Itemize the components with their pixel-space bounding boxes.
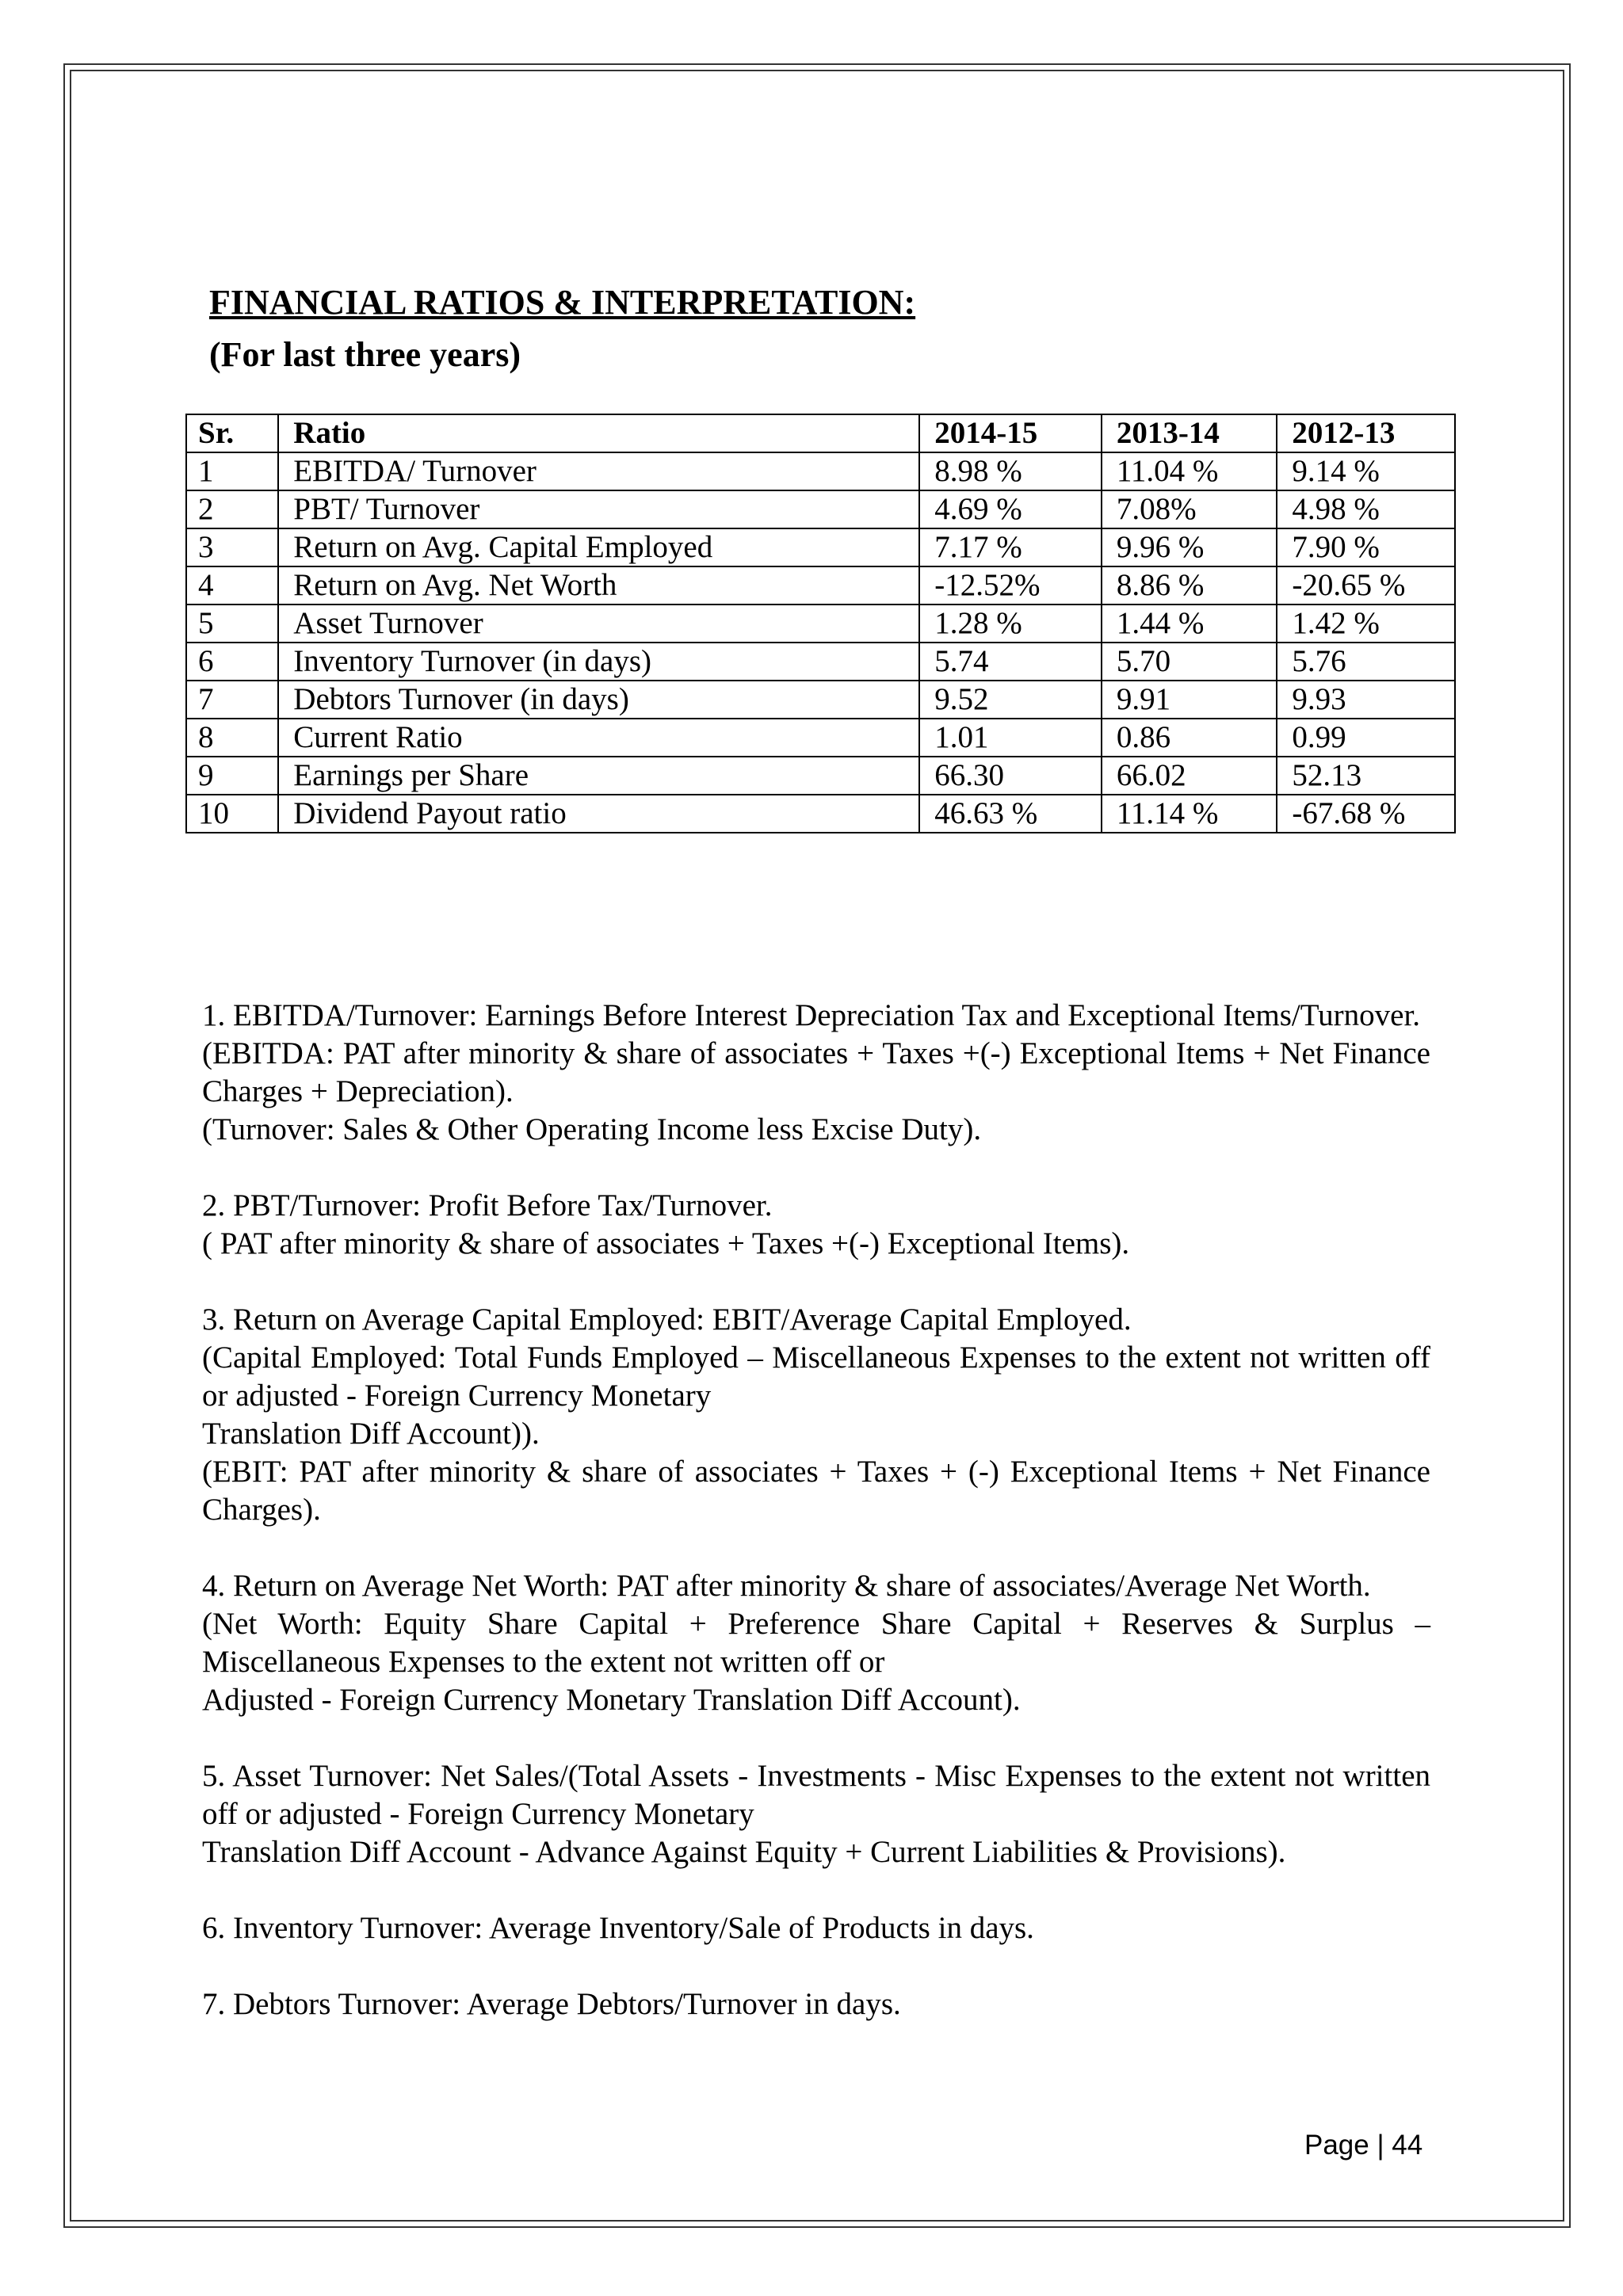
header-2012-13: 2012-13 bbox=[1277, 414, 1455, 452]
cell-sr: 10 bbox=[186, 795, 278, 833]
note-line: Adjusted - Foreign Currency Monetary Translation Diff Account). bbox=[202, 1683, 1021, 1717]
cell-value: -12.52% bbox=[919, 566, 1102, 605]
header-ratio: Ratio bbox=[278, 414, 919, 452]
note-heading: 2. PBT/Turnover: Profit Before Tax/Turnover. bbox=[202, 1188, 773, 1222]
cell-sr: 1 bbox=[186, 452, 278, 490]
header-2014-15: 2014-15 bbox=[919, 414, 1102, 452]
note-asset-turnover bbox=[202, 1757, 1430, 1871]
cell-sr: 9 bbox=[186, 757, 278, 795]
cell-value: 1.28 % bbox=[919, 605, 1102, 643]
cell-value: 9.93 bbox=[1277, 681, 1455, 719]
note-inventory-turnover bbox=[202, 1909, 1430, 1947]
cell-ratio: Return on Avg. Net Worth bbox=[278, 566, 919, 605]
page-number: Page | 44 bbox=[1304, 2130, 1423, 2161]
note-line: Translation Diff Account - Advance Against Equity + Current Liabilities & Provisions). bbox=[202, 1835, 1286, 1869]
cell-value: 1.44 % bbox=[1102, 605, 1277, 643]
note-line: (Net Worth: Equity Share Capital + Preference Share Capital + Reserves & Surplus – Miscellaneous Expenses to the extent not written off or bbox=[202, 1607, 1430, 1679]
cell-value: -20.65 % bbox=[1277, 566, 1455, 605]
section-subtitle: (For last three years) bbox=[209, 335, 521, 374]
cell-value: 4.69 % bbox=[919, 490, 1102, 528]
cell-ratio: EBITDA/ Turnover bbox=[278, 452, 919, 490]
note-heading: 5. Asset Turnover: Net Sales/(Total Assets - Investments - Misc Expenses to the extent not written off or adjusted - Foreign Currency Monetary bbox=[202, 1759, 1430, 1831]
cell-value: 9.96 % bbox=[1102, 528, 1277, 566]
note-line: Translation Diff Account)). bbox=[202, 1417, 540, 1451]
cell-value: 52.13 bbox=[1277, 757, 1455, 795]
cell-sr: 5 bbox=[186, 605, 278, 643]
cell-value: 0.86 bbox=[1102, 719, 1277, 757]
table-header-row bbox=[186, 414, 1455, 452]
table-row bbox=[186, 452, 1455, 490]
section-heading bbox=[198, 279, 1466, 379]
cell-sr: 7 bbox=[186, 681, 278, 719]
cell-value: 5.74 bbox=[919, 643, 1102, 681]
note-return-capital-employed bbox=[202, 1301, 1430, 1529]
cell-value: 5.70 bbox=[1102, 643, 1277, 681]
cell-value: 8.86 % bbox=[1102, 566, 1277, 605]
cell-value: 66.02 bbox=[1102, 757, 1277, 795]
cell-sr: 8 bbox=[186, 719, 278, 757]
cell-sr: 3 bbox=[186, 528, 278, 566]
cell-ratio: PBT/ Turnover bbox=[278, 490, 919, 528]
table-row bbox=[186, 643, 1455, 681]
cell-value: 46.63 % bbox=[919, 795, 1102, 833]
section-title: FINANCIAL RATIOS & INTERPRETATION: bbox=[209, 283, 916, 322]
cell-value: 11.14 % bbox=[1102, 795, 1277, 833]
note-return-net-worth bbox=[202, 1567, 1430, 1719]
table-row bbox=[186, 719, 1455, 757]
cell-sr: 2 bbox=[186, 490, 278, 528]
note-heading: 1. EBITDA/Turnover: Earnings Before Interest Depreciation Tax and Exceptional Items/Turnover. bbox=[202, 998, 1421, 1032]
note-ebitda-turnover bbox=[202, 997, 1430, 1149]
cell-ratio: Return on Avg. Capital Employed bbox=[278, 528, 919, 566]
note-line: (Turnover: Sales & Other Operating Income less Excise Duty). bbox=[202, 1112, 982, 1146]
cell-ratio: Inventory Turnover (in days) bbox=[278, 643, 919, 681]
cell-value: 8.98 % bbox=[919, 452, 1102, 490]
cell-value: 9.52 bbox=[919, 681, 1102, 719]
cell-value: 7.08% bbox=[1102, 490, 1277, 528]
cell-ratio: Dividend Payout ratio bbox=[278, 795, 919, 833]
note-heading: 7. Debtors Turnover: Average Debtors/Turnover in days. bbox=[202, 1987, 901, 2021]
note-line: (EBIT: PAT after minority & share of associates + Taxes + (-) Exceptional Items + Net Finance Charges). bbox=[202, 1455, 1430, 1527]
cell-value: 5.76 bbox=[1277, 643, 1455, 681]
cell-value: 11.04 % bbox=[1102, 452, 1277, 490]
cell-value: -67.68 % bbox=[1277, 795, 1455, 833]
table-row bbox=[186, 528, 1455, 566]
cell-ratio: Current Ratio bbox=[278, 719, 919, 757]
table-row bbox=[186, 490, 1455, 528]
cell-value: 9.14 % bbox=[1277, 452, 1455, 490]
cell-value: 7.17 % bbox=[919, 528, 1102, 566]
table-row bbox=[186, 681, 1455, 719]
header-sr: Sr. bbox=[186, 414, 278, 452]
note-line: ( PAT after minority & share of associates + Taxes +(-) Exceptional Items). bbox=[202, 1226, 1130, 1261]
cell-value: 4.98 % bbox=[1277, 490, 1455, 528]
cell-value: 0.99 bbox=[1277, 719, 1455, 757]
note-line: (Capital Employed: Total Funds Employed – Miscellaneous Expenses to the extent not written off or adjusted - Foreign Currency Monetary bbox=[202, 1341, 1430, 1413]
note-debtors-turnover bbox=[202, 1985, 1430, 2023]
table-row bbox=[186, 757, 1455, 795]
cell-value: 66.30 bbox=[919, 757, 1102, 795]
note-line: (EBITDA: PAT after minority & share of associates + Taxes +(-) Exceptional Items + Net Finance Charges + Depreciation). bbox=[202, 1036, 1430, 1108]
table-row bbox=[186, 566, 1455, 605]
note-heading: 6. Inventory Turnover: Average Inventory/Sale of Products in days. bbox=[202, 1911, 1034, 1945]
table-row bbox=[186, 795, 1455, 833]
header-2013-14: 2013-14 bbox=[1102, 414, 1277, 452]
cell-value: 9.91 bbox=[1102, 681, 1277, 719]
note-heading: 3. Return on Average Capital Employed: EBIT/Average Capital Employed. bbox=[202, 1302, 1132, 1337]
cell-value: 1.01 bbox=[919, 719, 1102, 757]
note-pbt-turnover bbox=[202, 1187, 1430, 1263]
note-heading: 4. Return on Average Net Worth: PAT after minority & share of associates/Average Net Worth. bbox=[202, 1569, 1371, 1603]
cell-sr: 4 bbox=[186, 566, 278, 605]
cell-ratio: Asset Turnover bbox=[278, 605, 919, 643]
ratio-definitions bbox=[202, 997, 1430, 2061]
ratios-table bbox=[185, 414, 1456, 833]
cell-sr: 6 bbox=[186, 643, 278, 681]
cell-ratio: Earnings per Share bbox=[278, 757, 919, 795]
table-row bbox=[186, 605, 1455, 643]
cell-value: 7.90 % bbox=[1277, 528, 1455, 566]
cell-ratio: Debtors Turnover (in days) bbox=[278, 681, 919, 719]
cell-value: 1.42 % bbox=[1277, 605, 1455, 643]
